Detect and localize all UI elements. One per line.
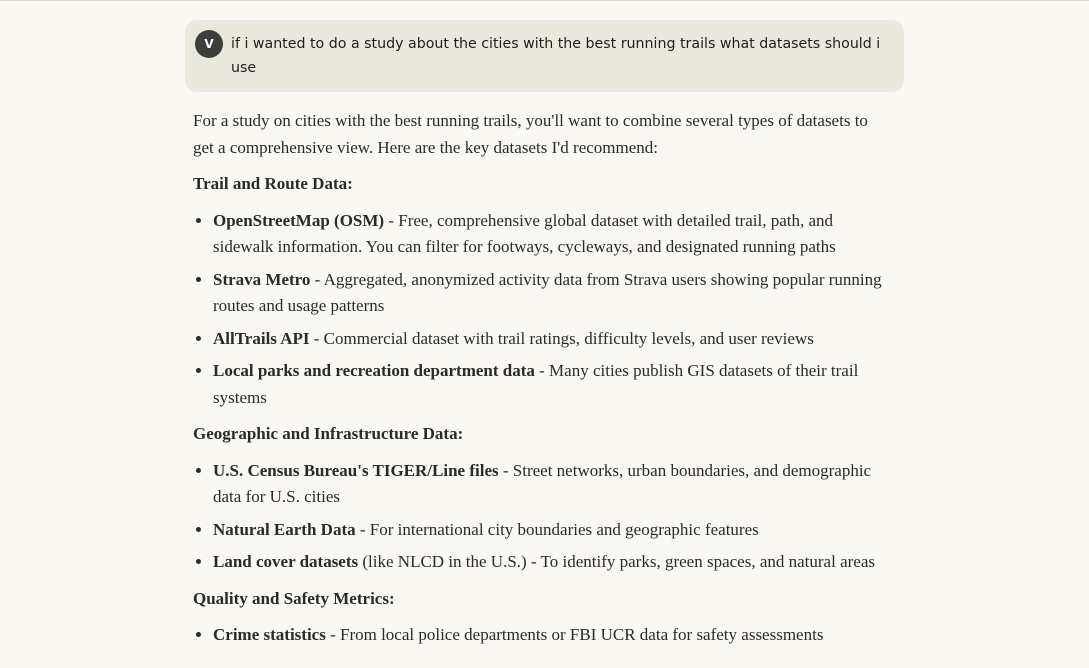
section-heading-geographic: Geographic and Infrastructure Data:	[193, 424, 464, 443]
item-description: - From local police departments or FBI UCR data for safety assessments	[325, 625, 824, 644]
section-list-quality-safety	[193, 622, 883, 649]
user-message	[185, 20, 904, 92]
list-item	[213, 358, 883, 411]
section-heading-trail-route: Trail and Route Data:	[193, 174, 353, 193]
item-description: - Aggregated, anonymized activity data from Strava users showing popular running routes and usage patterns	[213, 269, 882, 315]
item-description: - Street networks, urban boundaries, and demographic data for U.S. cities	[213, 460, 872, 506]
item-title: U.S. Census Bureau's TIGER/Line files	[213, 460, 499, 480]
item-description: - Commercial dataset with trail ratings, difficulty levels, and user reviews	[309, 328, 814, 348]
list-item	[213, 208, 883, 261]
response-intro: For a study on cities with the best running trails, you'll want to combine several types of datasets to get a comprehensive view. Here are the key datasets I'd recommend:	[193, 111, 868, 157]
list-item	[213, 267, 883, 320]
list-item	[213, 458, 883, 511]
item-title: Natural Earth Data	[213, 519, 356, 539]
item-description: - Many cities publish GIS datasets of their trail systems	[213, 361, 859, 407]
item-title: Strava Metro	[213, 269, 311, 289]
list-item	[213, 326, 883, 353]
section-list-trail-route	[193, 208, 883, 412]
item-description: - Free, comprehensive global dataset with detailed trail, path, and sidewalk information. You can filter for footways, cycleways, and designated running paths	[213, 210, 836, 256]
list-item	[213, 549, 883, 576]
user-avatar[interactable]: V	[195, 30, 223, 58]
list-item	[213, 517, 883, 544]
user-message-text: if i wanted to do a study about the cities with the best running trails what datasets should i use	[231, 36, 881, 76]
list-item	[213, 622, 883, 649]
item-description: - For international city boundaries and geographic features	[355, 519, 759, 539]
top-divider	[0, 0, 1089, 1]
assistant-response	[193, 108, 883, 659]
item-title: Local parks and recreation department data	[213, 361, 535, 380]
section-heading-quality-safety: Quality and Safety Metrics:	[193, 588, 395, 608]
item-title: AllTrails API	[213, 328, 310, 348]
item-title: OpenStreetMap (OSM)	[213, 210, 385, 230]
section-list-geographic	[193, 458, 883, 576]
item-title: Land cover datasets	[213, 552, 359, 571]
item-description: (like NLCD in the U.S.) - To identify parks, green spaces, and natural areas	[358, 552, 875, 571]
item-title: Crime statistics	[213, 625, 326, 644]
